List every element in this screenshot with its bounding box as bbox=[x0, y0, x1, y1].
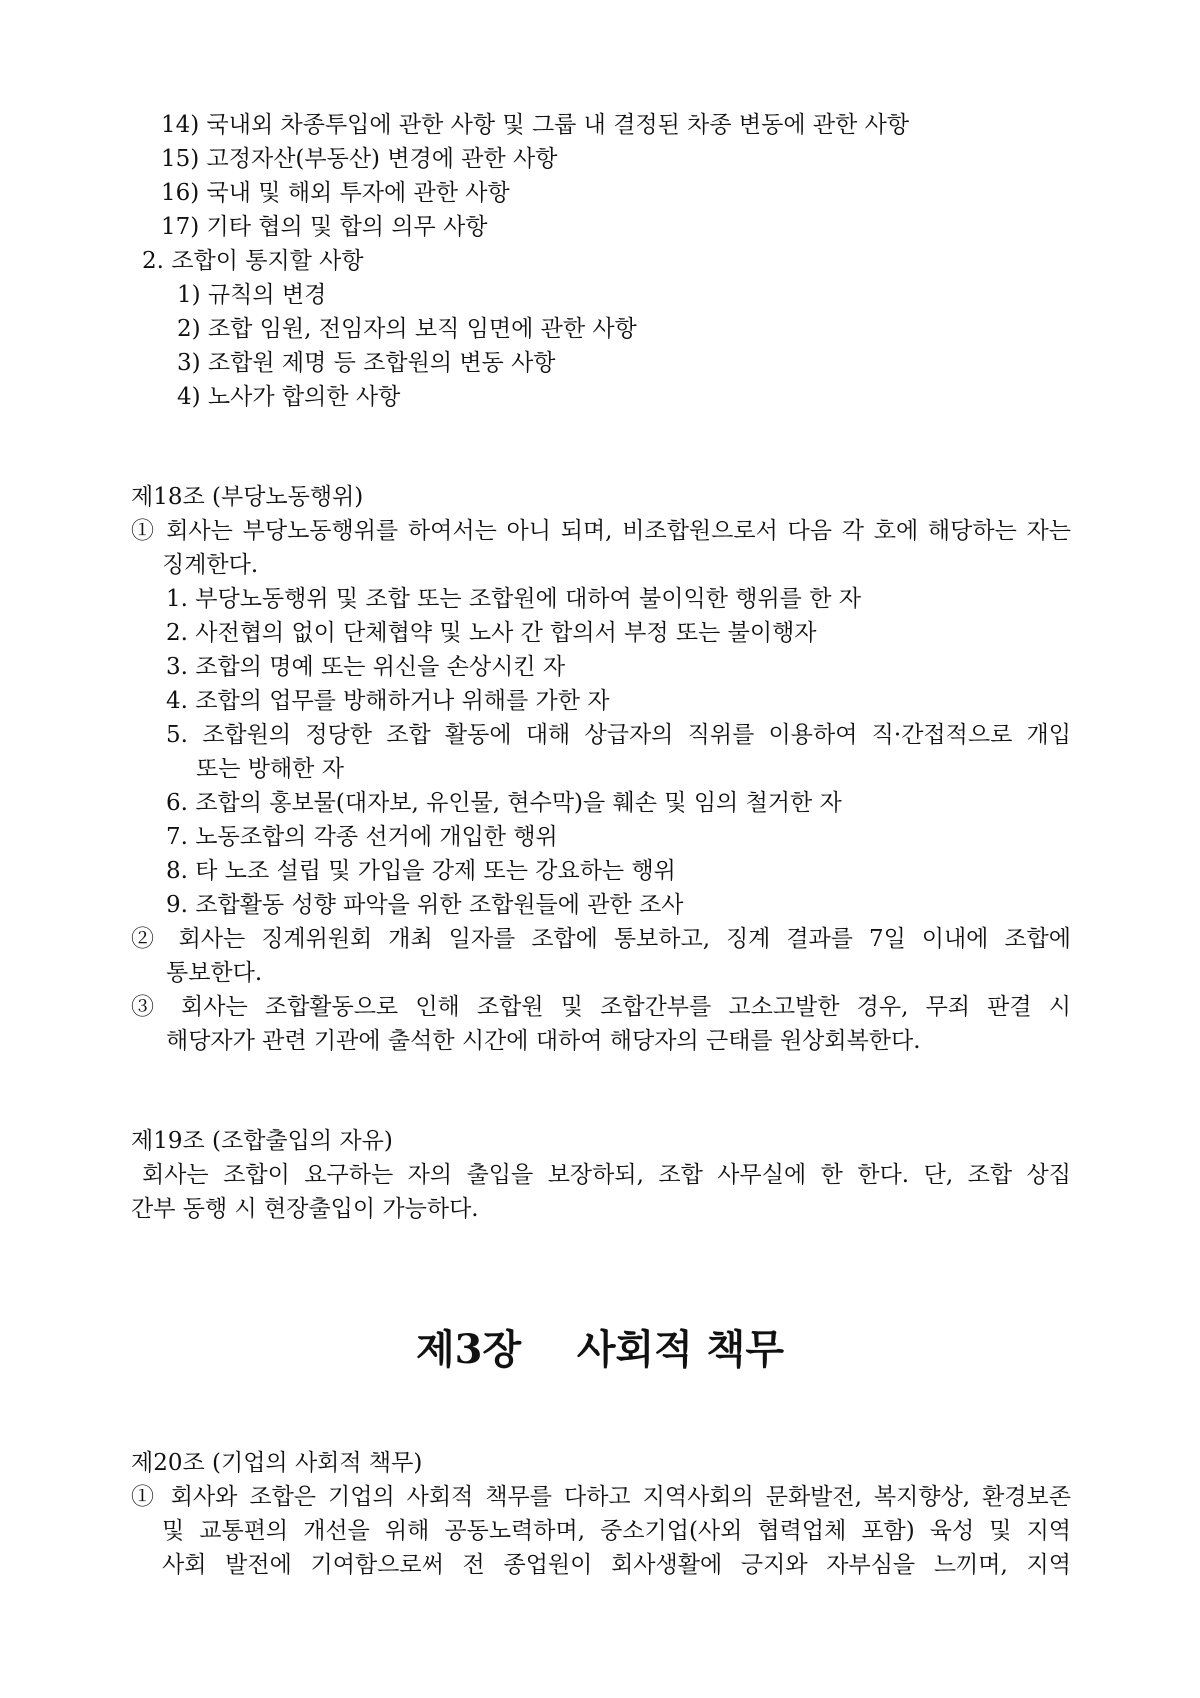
list-item: 17) 기타 협의 및 합의 의무 사항 bbox=[161, 214, 488, 240]
article-title: 제19조 (조합출입의 자유) bbox=[131, 1128, 393, 1154]
paragraph-line: 간부 동행 시 현장출입이 가능하다. bbox=[131, 1196, 479, 1222]
paragraph-line: ② 회사는 징계위원회 개최 일자를 조합에 통보하고, 징계 결과를 7일 이내에 조합에 bbox=[131, 926, 1071, 952]
list-item: 9. 조합활동 성향 파악을 위한 조합원들에 관한 조사 bbox=[166, 892, 684, 918]
list-item: 7. 노동조합의 각종 선거에 개입한 행위 bbox=[166, 824, 558, 850]
list-item: 5. 조합원의 정당한 조합 활동에 대해 상급자의 직위를 이용하여 직·간접적으로 개입 bbox=[166, 722, 1071, 748]
paragraph-line: 통보한다. bbox=[166, 960, 263, 986]
section-heading: 2. 조합이 통지할 사항 bbox=[142, 248, 364, 274]
article-title: 제18조 (부당노동행위) bbox=[131, 484, 364, 510]
list-item: 4. 조합의 업무를 방해하거나 위해를 가한 자 bbox=[166, 688, 610, 714]
list-item: 6. 조합의 홍보물(대자보, 유인물, 현수막)을 훼손 및 임의 철거한 자 bbox=[166, 790, 842, 816]
article-title: 제20조 (기업의 사회적 책무) bbox=[131, 1450, 423, 1476]
paragraph-line: 및 교통편의 개선을 위해 공동노력하며, 중소기업(사외 협력업체 포함) 육성 및 지역 bbox=[162, 1518, 1071, 1544]
list-item: 15) 고정자산(부동산) 변경에 관한 사항 bbox=[161, 146, 558, 172]
paragraph-line: 해당자가 관련 기관에 출석한 시간에 대하여 해당자의 근태를 원상회복한다. bbox=[166, 1028, 921, 1054]
list-item: 3. 조합의 명예 또는 위신을 손상시킨 자 bbox=[166, 654, 566, 680]
list-item: 1. 부당노동행위 및 조합 또는 조합원에 대하여 불이익한 행위를 한 자 bbox=[166, 586, 861, 612]
paragraph-line: 징계한다. bbox=[162, 552, 259, 578]
list-item: 1) 규칙의 변경 bbox=[177, 282, 327, 308]
paragraph-line: 사회 발전에 기여함으로써 전 종업원이 회사생활에 긍지와 자부심을 느끼며, 지역 bbox=[162, 1552, 1071, 1578]
list-item: 4) 노사가 합의한 사항 bbox=[177, 384, 401, 410]
list-item: 16) 국내 및 해외 투자에 관한 사항 bbox=[161, 180, 510, 206]
list-item-continuation: 또는 방해한 자 bbox=[196, 756, 344, 782]
paragraph-line: ① 회사는 부당노동행위를 하여서는 아니 되며, 비조합원으로서 다음 각 호에 해당하는 자는 bbox=[131, 518, 1071, 544]
list-item: 3) 조합원 제명 등 조합원의 변동 사항 bbox=[177, 350, 556, 376]
chapter-title: 제3장 사회적 책무 bbox=[416, 1326, 784, 1373]
list-item: 2) 조합 임원, 전임자의 보직 임면에 관한 사항 bbox=[177, 316, 637, 342]
list-item: 8. 타 노조 설립 및 가입을 강제 또는 강요하는 행위 bbox=[166, 858, 676, 884]
paragraph-line: ③ 회사는 조합활동으로 인해 조합원 및 조합간부를 고소고발한 경우, 무죄 판결 시 bbox=[131, 994, 1071, 1020]
list-item: 2. 사전협의 없이 단체협약 및 노사 간 합의서 부정 또는 불이행자 bbox=[166, 620, 817, 646]
list-item: 14) 국내외 차종투입에 관한 사항 및 그룹 내 결정된 차종 변동에 관한 사항 bbox=[161, 112, 910, 138]
paragraph-line: 회사는 조합이 요구하는 자의 출입을 보장하되, 조합 사무실에 한 한다. 단, 조합 상집 bbox=[142, 1162, 1071, 1188]
paragraph-line: ① 회사와 조합은 기업의 사회적 책무를 다하고 지역사회의 문화발전, 복지향상, 환경보존 bbox=[131, 1484, 1071, 1510]
